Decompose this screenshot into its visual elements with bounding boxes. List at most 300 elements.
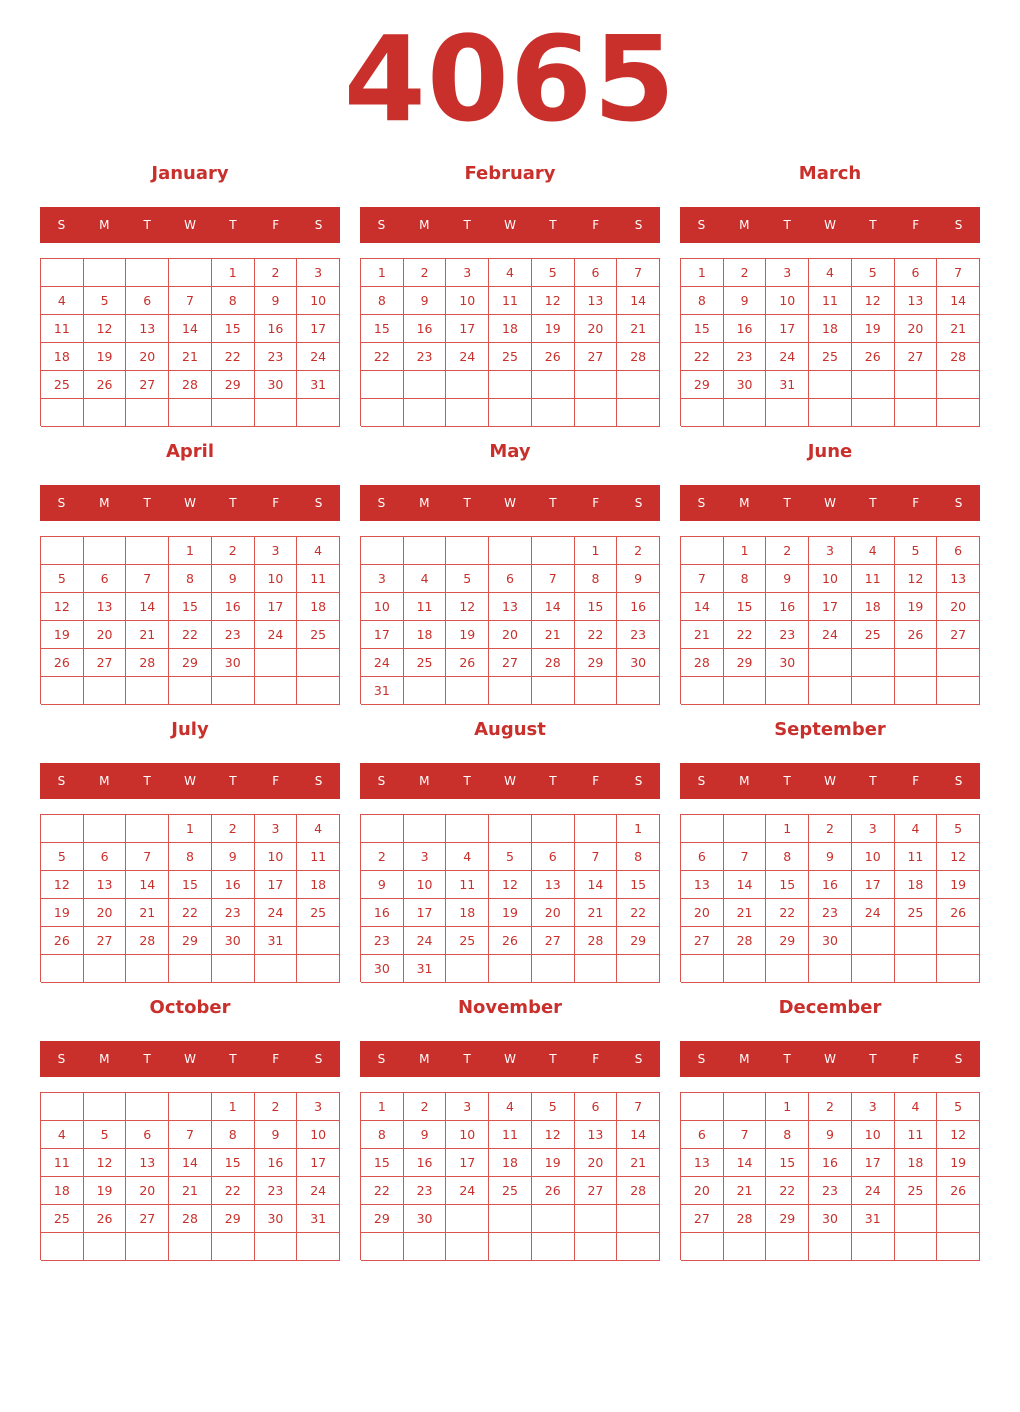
day-cell[interactable]: 4 <box>809 259 852 287</box>
day-cell[interactable]: 2 <box>255 259 298 287</box>
day-cell[interactable]: 5 <box>446 565 489 593</box>
day-cell[interactable]: 3 <box>297 259 340 287</box>
day-cell[interactable]: 21 <box>126 899 169 927</box>
day-cell[interactable]: 4 <box>895 815 938 843</box>
day-cell[interactable]: 10 <box>446 1121 489 1149</box>
day-cell[interactable]: 26 <box>84 1205 127 1233</box>
day-cell[interactable]: 19 <box>41 899 84 927</box>
day-cell[interactable]: 30 <box>212 927 255 955</box>
day-cell[interactable]: 21 <box>532 621 575 649</box>
day-cell[interactable]: 13 <box>681 1149 724 1177</box>
day-cell[interactable]: 9 <box>766 565 809 593</box>
day-cell[interactable]: 17 <box>297 315 340 343</box>
day-cell[interactable]: 14 <box>575 871 618 899</box>
day-cell[interactable]: 4 <box>895 1093 938 1121</box>
day-cell[interactable]: 14 <box>617 287 660 315</box>
day-cell[interactable]: 26 <box>532 1177 575 1205</box>
day-cell[interactable]: 18 <box>404 621 447 649</box>
day-cell[interactable]: 27 <box>532 927 575 955</box>
day-cell[interactable]: 13 <box>575 1121 618 1149</box>
day-cell[interactable]: 13 <box>126 1149 169 1177</box>
day-cell[interactable]: 22 <box>361 1177 404 1205</box>
day-cell[interactable]: 7 <box>169 1121 212 1149</box>
day-cell[interactable]: 12 <box>41 871 84 899</box>
day-cell[interactable]: 29 <box>724 649 767 677</box>
day-cell[interactable]: 24 <box>404 927 447 955</box>
day-cell[interactable]: 16 <box>766 593 809 621</box>
day-cell[interactable]: 1 <box>617 815 660 843</box>
day-cell[interactable]: 2 <box>212 537 255 565</box>
day-cell[interactable]: 23 <box>255 343 298 371</box>
day-cell[interactable]: 2 <box>766 537 809 565</box>
day-cell[interactable]: 2 <box>361 843 404 871</box>
day-cell[interactable]: 14 <box>126 593 169 621</box>
day-cell[interactable]: 12 <box>84 1149 127 1177</box>
day-cell[interactable]: 6 <box>126 1121 169 1149</box>
day-cell[interactable]: 25 <box>852 621 895 649</box>
day-cell[interactable]: 22 <box>169 899 212 927</box>
day-cell[interactable]: 1 <box>575 537 618 565</box>
day-cell[interactable]: 5 <box>532 1093 575 1121</box>
day-cell[interactable]: 27 <box>84 649 127 677</box>
day-cell[interactable]: 2 <box>809 1093 852 1121</box>
day-cell[interactable]: 10 <box>255 565 298 593</box>
day-cell[interactable]: 10 <box>852 843 895 871</box>
day-cell[interactable]: 2 <box>404 1093 447 1121</box>
day-cell[interactable]: 20 <box>126 343 169 371</box>
day-cell[interactable]: 13 <box>575 287 618 315</box>
day-cell[interactable]: 26 <box>446 649 489 677</box>
day-cell[interactable]: 30 <box>404 1205 447 1233</box>
day-cell[interactable]: 3 <box>446 1093 489 1121</box>
day-cell[interactable]: 6 <box>489 565 532 593</box>
day-cell[interactable]: 4 <box>489 259 532 287</box>
day-cell[interactable]: 27 <box>895 343 938 371</box>
day-cell[interactable]: 1 <box>212 1093 255 1121</box>
day-cell[interactable]: 27 <box>681 927 724 955</box>
day-cell[interactable]: 14 <box>617 1121 660 1149</box>
day-cell[interactable]: 24 <box>809 621 852 649</box>
day-cell[interactable]: 18 <box>852 593 895 621</box>
day-cell[interactable]: 15 <box>681 315 724 343</box>
day-cell[interactable]: 16 <box>724 315 767 343</box>
day-cell[interactable]: 3 <box>255 815 298 843</box>
day-cell[interactable]: 3 <box>446 259 489 287</box>
day-cell[interactable]: 13 <box>681 871 724 899</box>
day-cell[interactable]: 29 <box>212 371 255 399</box>
day-cell[interactable]: 27 <box>84 927 127 955</box>
day-cell[interactable]: 6 <box>895 259 938 287</box>
day-cell[interactable]: 19 <box>532 1149 575 1177</box>
day-cell[interactable]: 6 <box>681 1121 724 1149</box>
day-cell[interactable]: 30 <box>361 955 404 983</box>
day-cell[interactable]: 23 <box>212 899 255 927</box>
day-cell[interactable]: 28 <box>169 371 212 399</box>
day-cell[interactable]: 12 <box>489 871 532 899</box>
day-cell[interactable]: 1 <box>766 815 809 843</box>
day-cell[interactable]: 7 <box>681 565 724 593</box>
day-cell[interactable]: 8 <box>212 287 255 315</box>
day-cell[interactable]: 30 <box>724 371 767 399</box>
day-cell[interactable]: 17 <box>852 871 895 899</box>
day-cell[interactable]: 15 <box>575 593 618 621</box>
day-cell[interactable]: 15 <box>169 593 212 621</box>
day-cell[interactable]: 13 <box>126 315 169 343</box>
day-cell[interactable]: 24 <box>255 621 298 649</box>
day-cell[interactable]: 24 <box>446 343 489 371</box>
day-cell[interactable]: 17 <box>852 1149 895 1177</box>
day-cell[interactable]: 22 <box>169 621 212 649</box>
day-cell[interactable]: 29 <box>169 927 212 955</box>
day-cell[interactable]: 11 <box>895 1121 938 1149</box>
day-cell[interactable]: 18 <box>297 871 340 899</box>
day-cell[interactable]: 17 <box>446 1149 489 1177</box>
day-cell[interactable]: 5 <box>532 259 575 287</box>
day-cell[interactable]: 1 <box>361 259 404 287</box>
day-cell[interactable]: 8 <box>212 1121 255 1149</box>
day-cell[interactable]: 11 <box>489 287 532 315</box>
day-cell[interactable]: 19 <box>937 1149 980 1177</box>
day-cell[interactable]: 22 <box>766 1177 809 1205</box>
day-cell[interactable]: 10 <box>297 287 340 315</box>
day-cell[interactable]: 26 <box>852 343 895 371</box>
day-cell[interactable]: 4 <box>489 1093 532 1121</box>
day-cell[interactable]: 24 <box>766 343 809 371</box>
day-cell[interactable]: 13 <box>532 871 575 899</box>
day-cell[interactable]: 28 <box>575 927 618 955</box>
day-cell[interactable]: 19 <box>937 871 980 899</box>
day-cell[interactable]: 18 <box>297 593 340 621</box>
day-cell[interactable]: 19 <box>84 1177 127 1205</box>
day-cell[interactable]: 24 <box>297 343 340 371</box>
day-cell[interactable]: 2 <box>617 537 660 565</box>
day-cell[interactable]: 30 <box>809 1205 852 1233</box>
day-cell[interactable]: 18 <box>41 1177 84 1205</box>
day-cell[interactable]: 28 <box>724 927 767 955</box>
day-cell[interactable]: 20 <box>937 593 980 621</box>
day-cell[interactable]: 5 <box>489 843 532 871</box>
day-cell[interactable]: 8 <box>575 565 618 593</box>
day-cell[interactable]: 1 <box>724 537 767 565</box>
day-cell[interactable]: 20 <box>681 1177 724 1205</box>
day-cell[interactable]: 4 <box>41 287 84 315</box>
day-cell[interactable]: 5 <box>41 565 84 593</box>
day-cell[interactable]: 23 <box>617 621 660 649</box>
day-cell[interactable]: 18 <box>809 315 852 343</box>
day-cell[interactable]: 7 <box>724 843 767 871</box>
day-cell[interactable]: 28 <box>617 343 660 371</box>
day-cell[interactable]: 4 <box>852 537 895 565</box>
day-cell[interactable]: 3 <box>766 259 809 287</box>
day-cell[interactable]: 4 <box>297 815 340 843</box>
day-cell[interactable]: 9 <box>212 843 255 871</box>
day-cell[interactable]: 22 <box>766 899 809 927</box>
day-cell[interactable]: 16 <box>617 593 660 621</box>
day-cell[interactable]: 22 <box>212 343 255 371</box>
day-cell[interactable]: 7 <box>126 565 169 593</box>
day-cell[interactable]: 20 <box>575 1149 618 1177</box>
day-cell[interactable]: 26 <box>895 621 938 649</box>
day-cell[interactable]: 26 <box>41 649 84 677</box>
day-cell[interactable]: 11 <box>404 593 447 621</box>
day-cell[interactable]: 11 <box>297 843 340 871</box>
day-cell[interactable]: 18 <box>446 899 489 927</box>
day-cell[interactable]: 14 <box>169 1149 212 1177</box>
day-cell[interactable]: 3 <box>809 537 852 565</box>
day-cell[interactable]: 26 <box>532 343 575 371</box>
day-cell[interactable]: 31 <box>361 677 404 705</box>
day-cell[interactable]: 17 <box>446 315 489 343</box>
day-cell[interactable]: 23 <box>255 1177 298 1205</box>
day-cell[interactable]: 29 <box>361 1205 404 1233</box>
day-cell[interactable]: 25 <box>297 899 340 927</box>
day-cell[interactable]: 11 <box>895 843 938 871</box>
day-cell[interactable]: 8 <box>361 287 404 315</box>
day-cell[interactable]: 8 <box>681 287 724 315</box>
day-cell[interactable]: 19 <box>532 315 575 343</box>
day-cell[interactable]: 7 <box>617 1093 660 1121</box>
day-cell[interactable]: 29 <box>575 649 618 677</box>
day-cell[interactable]: 12 <box>446 593 489 621</box>
day-cell[interactable]: 31 <box>297 371 340 399</box>
day-cell[interactable]: 14 <box>937 287 980 315</box>
day-cell[interactable]: 3 <box>297 1093 340 1121</box>
day-cell[interactable]: 30 <box>255 371 298 399</box>
day-cell[interactable]: 25 <box>446 927 489 955</box>
day-cell[interactable]: 24 <box>446 1177 489 1205</box>
day-cell[interactable]: 29 <box>766 927 809 955</box>
day-cell[interactable]: 25 <box>895 899 938 927</box>
day-cell[interactable]: 8 <box>766 843 809 871</box>
day-cell[interactable]: 16 <box>809 1149 852 1177</box>
day-cell[interactable]: 17 <box>255 871 298 899</box>
day-cell[interactable]: 3 <box>852 815 895 843</box>
day-cell[interactable]: 1 <box>681 259 724 287</box>
day-cell[interactable]: 28 <box>937 343 980 371</box>
day-cell[interactable]: 7 <box>169 287 212 315</box>
day-cell[interactable]: 14 <box>681 593 724 621</box>
day-cell[interactable]: 23 <box>212 621 255 649</box>
day-cell[interactable]: 8 <box>169 565 212 593</box>
day-cell[interactable]: 28 <box>126 927 169 955</box>
day-cell[interactable]: 23 <box>809 899 852 927</box>
day-cell[interactable]: 20 <box>84 899 127 927</box>
day-cell[interactable]: 11 <box>41 315 84 343</box>
day-cell[interactable]: 17 <box>809 593 852 621</box>
day-cell[interactable]: 22 <box>724 621 767 649</box>
day-cell[interactable]: 13 <box>937 565 980 593</box>
day-cell[interactable]: 18 <box>895 871 938 899</box>
day-cell[interactable]: 10 <box>766 287 809 315</box>
day-cell[interactable]: 30 <box>766 649 809 677</box>
day-cell[interactable]: 23 <box>404 343 447 371</box>
day-cell[interactable]: 11 <box>297 565 340 593</box>
day-cell[interactable]: 10 <box>404 871 447 899</box>
day-cell[interactable]: 16 <box>404 315 447 343</box>
day-cell[interactable]: 28 <box>617 1177 660 1205</box>
day-cell[interactable]: 27 <box>575 1177 618 1205</box>
day-cell[interactable]: 7 <box>617 259 660 287</box>
day-cell[interactable]: 9 <box>404 1121 447 1149</box>
day-cell[interactable]: 22 <box>617 899 660 927</box>
day-cell[interactable]: 23 <box>809 1177 852 1205</box>
day-cell[interactable]: 15 <box>169 871 212 899</box>
day-cell[interactable]: 7 <box>937 259 980 287</box>
day-cell[interactable]: 4 <box>404 565 447 593</box>
day-cell[interactable]: 11 <box>41 1149 84 1177</box>
day-cell[interactable]: 16 <box>361 899 404 927</box>
day-cell[interactable]: 11 <box>852 565 895 593</box>
day-cell[interactable]: 24 <box>255 899 298 927</box>
day-cell[interactable]: 23 <box>404 1177 447 1205</box>
day-cell[interactable]: 6 <box>575 259 618 287</box>
day-cell[interactable]: 12 <box>532 1121 575 1149</box>
day-cell[interactable]: 19 <box>852 315 895 343</box>
day-cell[interactable]: 10 <box>809 565 852 593</box>
day-cell[interactable]: 18 <box>489 315 532 343</box>
day-cell[interactable]: 19 <box>84 343 127 371</box>
day-cell[interactable]: 22 <box>361 343 404 371</box>
day-cell[interactable]: 22 <box>575 621 618 649</box>
day-cell[interactable]: 11 <box>809 287 852 315</box>
day-cell[interactable]: 8 <box>724 565 767 593</box>
day-cell[interactable]: 13 <box>895 287 938 315</box>
day-cell[interactable]: 3 <box>404 843 447 871</box>
day-cell[interactable]: 22 <box>681 343 724 371</box>
day-cell[interactable]: 22 <box>212 1177 255 1205</box>
day-cell[interactable]: 5 <box>41 843 84 871</box>
day-cell[interactable]: 13 <box>84 871 127 899</box>
day-cell[interactable]: 28 <box>681 649 724 677</box>
day-cell[interactable]: 20 <box>489 621 532 649</box>
day-cell[interactable]: 14 <box>724 871 767 899</box>
day-cell[interactable]: 3 <box>361 565 404 593</box>
day-cell[interactable]: 8 <box>169 843 212 871</box>
day-cell[interactable]: 12 <box>852 287 895 315</box>
day-cell[interactable]: 15 <box>361 1149 404 1177</box>
day-cell[interactable]: 16 <box>212 871 255 899</box>
day-cell[interactable]: 31 <box>297 1205 340 1233</box>
day-cell[interactable]: 21 <box>724 1177 767 1205</box>
day-cell[interactable]: 17 <box>297 1149 340 1177</box>
day-cell[interactable]: 8 <box>361 1121 404 1149</box>
day-cell[interactable]: 11 <box>446 871 489 899</box>
day-cell[interactable]: 25 <box>895 1177 938 1205</box>
day-cell[interactable]: 24 <box>361 649 404 677</box>
day-cell[interactable]: 6 <box>84 565 127 593</box>
day-cell[interactable]: 21 <box>681 621 724 649</box>
day-cell[interactable]: 8 <box>766 1121 809 1149</box>
day-cell[interactable]: 23 <box>724 343 767 371</box>
day-cell[interactable]: 11 <box>489 1121 532 1149</box>
day-cell[interactable]: 6 <box>84 843 127 871</box>
day-cell[interactable]: 10 <box>446 287 489 315</box>
day-cell[interactable]: 3 <box>852 1093 895 1121</box>
day-cell[interactable]: 12 <box>41 593 84 621</box>
day-cell[interactable]: 14 <box>126 871 169 899</box>
day-cell[interactable]: 9 <box>255 287 298 315</box>
day-cell[interactable]: 21 <box>724 899 767 927</box>
day-cell[interactable]: 26 <box>937 1177 980 1205</box>
day-cell[interactable]: 21 <box>575 899 618 927</box>
day-cell[interactable]: 9 <box>361 871 404 899</box>
day-cell[interactable]: 20 <box>575 315 618 343</box>
day-cell[interactable]: 31 <box>404 955 447 983</box>
day-cell[interactable]: 28 <box>532 649 575 677</box>
day-cell[interactable]: 5 <box>895 537 938 565</box>
day-cell[interactable]: 7 <box>126 843 169 871</box>
day-cell[interactable]: 21 <box>937 315 980 343</box>
day-cell[interactable]: 30 <box>212 649 255 677</box>
day-cell[interactable]: 6 <box>575 1093 618 1121</box>
day-cell[interactable]: 12 <box>937 1121 980 1149</box>
day-cell[interactable]: 27 <box>489 649 532 677</box>
day-cell[interactable]: 3 <box>255 537 298 565</box>
day-cell[interactable]: 25 <box>41 371 84 399</box>
day-cell[interactable]: 6 <box>937 537 980 565</box>
day-cell[interactable]: 28 <box>724 1205 767 1233</box>
day-cell[interactable]: 4 <box>41 1121 84 1149</box>
day-cell[interactable]: 27 <box>937 621 980 649</box>
day-cell[interactable]: 16 <box>404 1149 447 1177</box>
day-cell[interactable]: 5 <box>852 259 895 287</box>
day-cell[interactable]: 1 <box>212 259 255 287</box>
day-cell[interactable]: 7 <box>724 1121 767 1149</box>
day-cell[interactable]: 27 <box>681 1205 724 1233</box>
day-cell[interactable]: 9 <box>617 565 660 593</box>
day-cell[interactable]: 9 <box>809 1121 852 1149</box>
day-cell[interactable]: 7 <box>575 843 618 871</box>
day-cell[interactable]: 29 <box>212 1205 255 1233</box>
day-cell[interactable]: 21 <box>169 343 212 371</box>
day-cell[interactable]: 16 <box>255 315 298 343</box>
day-cell[interactable]: 20 <box>532 899 575 927</box>
day-cell[interactable]: 15 <box>617 871 660 899</box>
day-cell[interactable]: 27 <box>126 371 169 399</box>
day-cell[interactable]: 4 <box>297 537 340 565</box>
day-cell[interactable]: 19 <box>895 593 938 621</box>
day-cell[interactable]: 5 <box>937 815 980 843</box>
day-cell[interactable]: 6 <box>126 287 169 315</box>
day-cell[interactable]: 16 <box>212 593 255 621</box>
day-cell[interactable]: 29 <box>169 649 212 677</box>
day-cell[interactable]: 14 <box>169 315 212 343</box>
day-cell[interactable]: 2 <box>404 259 447 287</box>
day-cell[interactable]: 10 <box>852 1121 895 1149</box>
day-cell[interactable]: 27 <box>126 1205 169 1233</box>
day-cell[interactable]: 13 <box>489 593 532 621</box>
day-cell[interactable]: 12 <box>84 315 127 343</box>
day-cell[interactable]: 14 <box>724 1149 767 1177</box>
day-cell[interactable]: 20 <box>126 1177 169 1205</box>
day-cell[interactable]: 24 <box>852 899 895 927</box>
day-cell[interactable]: 24 <box>297 1177 340 1205</box>
day-cell[interactable]: 31 <box>255 927 298 955</box>
day-cell[interactable]: 23 <box>766 621 809 649</box>
day-cell[interactable]: 2 <box>809 815 852 843</box>
day-cell[interactable]: 25 <box>297 621 340 649</box>
day-cell[interactable]: 15 <box>361 315 404 343</box>
day-cell[interactable]: 26 <box>84 371 127 399</box>
day-cell[interactable]: 29 <box>617 927 660 955</box>
day-cell[interactable]: 24 <box>852 1177 895 1205</box>
day-cell[interactable]: 30 <box>255 1205 298 1233</box>
day-cell[interactable]: 30 <box>809 927 852 955</box>
day-cell[interactable]: 20 <box>681 899 724 927</box>
day-cell[interactable]: 23 <box>361 927 404 955</box>
day-cell[interactable]: 12 <box>937 843 980 871</box>
day-cell[interactable]: 20 <box>895 315 938 343</box>
